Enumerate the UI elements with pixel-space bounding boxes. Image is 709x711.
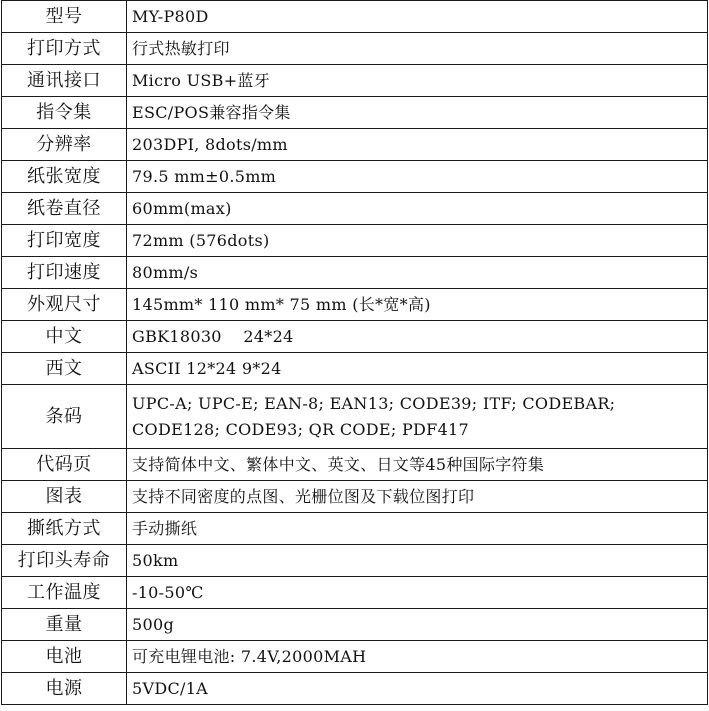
spec-value-weight: 500g	[127, 609, 708, 641]
table-row	[2, 513, 708, 545]
spec-value-head-life: 50km	[127, 545, 708, 577]
table-row	[2, 1, 708, 33]
spec-value-print-width: 72mm (576dots)	[127, 225, 708, 257]
spec-value-resolution: 203DPI, 8dots/mm	[127, 129, 708, 161]
table-row	[2, 609, 708, 641]
table-row	[2, 97, 708, 129]
spec-value-roll-diameter: 60mm(max)	[127, 193, 708, 225]
spec-value-code-page: 支持简体中文、繁体中文、英文、日文等45种国际字符集	[127, 449, 708, 481]
spec-label-paper-width: 纸张宽度	[2, 161, 127, 193]
table-row	[2, 641, 708, 673]
table-row	[2, 257, 708, 289]
table-row	[2, 545, 708, 577]
table-row	[2, 385, 708, 449]
table-row	[2, 449, 708, 481]
spec-value-graphics: 支持不同密度的点图、光栅位图及下载位图打印	[127, 481, 708, 513]
spec-label-chinese-font: 中文	[2, 321, 127, 353]
spec-label-operating-temp: 工作温度	[2, 577, 127, 609]
spec-value-command-set: ESC/POS兼容指令集	[127, 97, 708, 129]
spec-label-paper-cut: 撕纸方式	[2, 513, 127, 545]
spec-label-weight: 重量	[2, 609, 127, 641]
spec-value-barcode: UPC-A; UPC-E; EAN-8; EAN13; CODE39; ITF; CODEBAR; CODE128; CODE93; QR CODE; PDF417	[127, 385, 708, 449]
table-row	[2, 321, 708, 353]
table-row	[2, 129, 708, 161]
spec-label-code-page: 代码页	[2, 449, 127, 481]
spec-label-battery: 电池	[2, 641, 127, 673]
table-row	[2, 289, 708, 321]
spec-value-print-speed: 80mm/s	[127, 257, 708, 289]
spec-label-command-set: 指令集	[2, 97, 127, 129]
table-row	[2, 193, 708, 225]
table-row	[2, 161, 708, 193]
table-row	[2, 481, 708, 513]
spec-label-dimensions: 外观尺寸	[2, 289, 127, 321]
spec-value-interface: Micro USB+蓝牙	[127, 65, 708, 97]
spec-label-barcode: 条码	[2, 385, 127, 449]
table-row	[2, 33, 708, 65]
spec-value-dimensions: 145mm* 110 mm* 75 mm (长*宽*高)	[127, 289, 708, 321]
spec-label-roll-diameter: 纸卷直径	[2, 193, 127, 225]
spec-label-print-width: 打印宽度	[2, 225, 127, 257]
table-row	[2, 225, 708, 257]
spec-label-interface: 通讯接口	[2, 65, 127, 97]
spec-value-paper-width: 79.5 mm±0.5mm	[127, 161, 708, 193]
spec-value-operating-temp: -10-50℃	[127, 577, 708, 609]
spec-label-western-font: 西文	[2, 353, 127, 385]
table-row	[2, 65, 708, 97]
spec-value-model: MY-P80D	[127, 1, 708, 33]
spec-label-power: 电源	[2, 673, 127, 705]
spec-label-print-method: 打印方式	[2, 33, 127, 65]
spec-value-paper-cut: 手动撕纸	[127, 513, 708, 545]
spec-label-model: 型号	[2, 1, 127, 33]
spec-value-battery: 可充电锂电池: 7.4V,2000MAH	[127, 641, 708, 673]
spec-value-western-font: ASCII 12*24 9*24	[127, 353, 708, 385]
spec-label-head-life: 打印头寿命	[2, 545, 127, 577]
table-row	[2, 577, 708, 609]
spec-value-power: 5VDC/1A	[127, 673, 708, 705]
spec-value-chinese-font: GBK18030 24*24	[127, 321, 708, 353]
spec-table	[1, 0, 708, 705]
spec-value-print-method: 行式热敏打印	[127, 33, 708, 65]
spec-label-print-speed: 打印速度	[2, 257, 127, 289]
table-row	[2, 673, 708, 705]
spec-label-resolution: 分辨率	[2, 129, 127, 161]
table-row	[2, 353, 708, 385]
spec-label-graphics: 图表	[2, 481, 127, 513]
